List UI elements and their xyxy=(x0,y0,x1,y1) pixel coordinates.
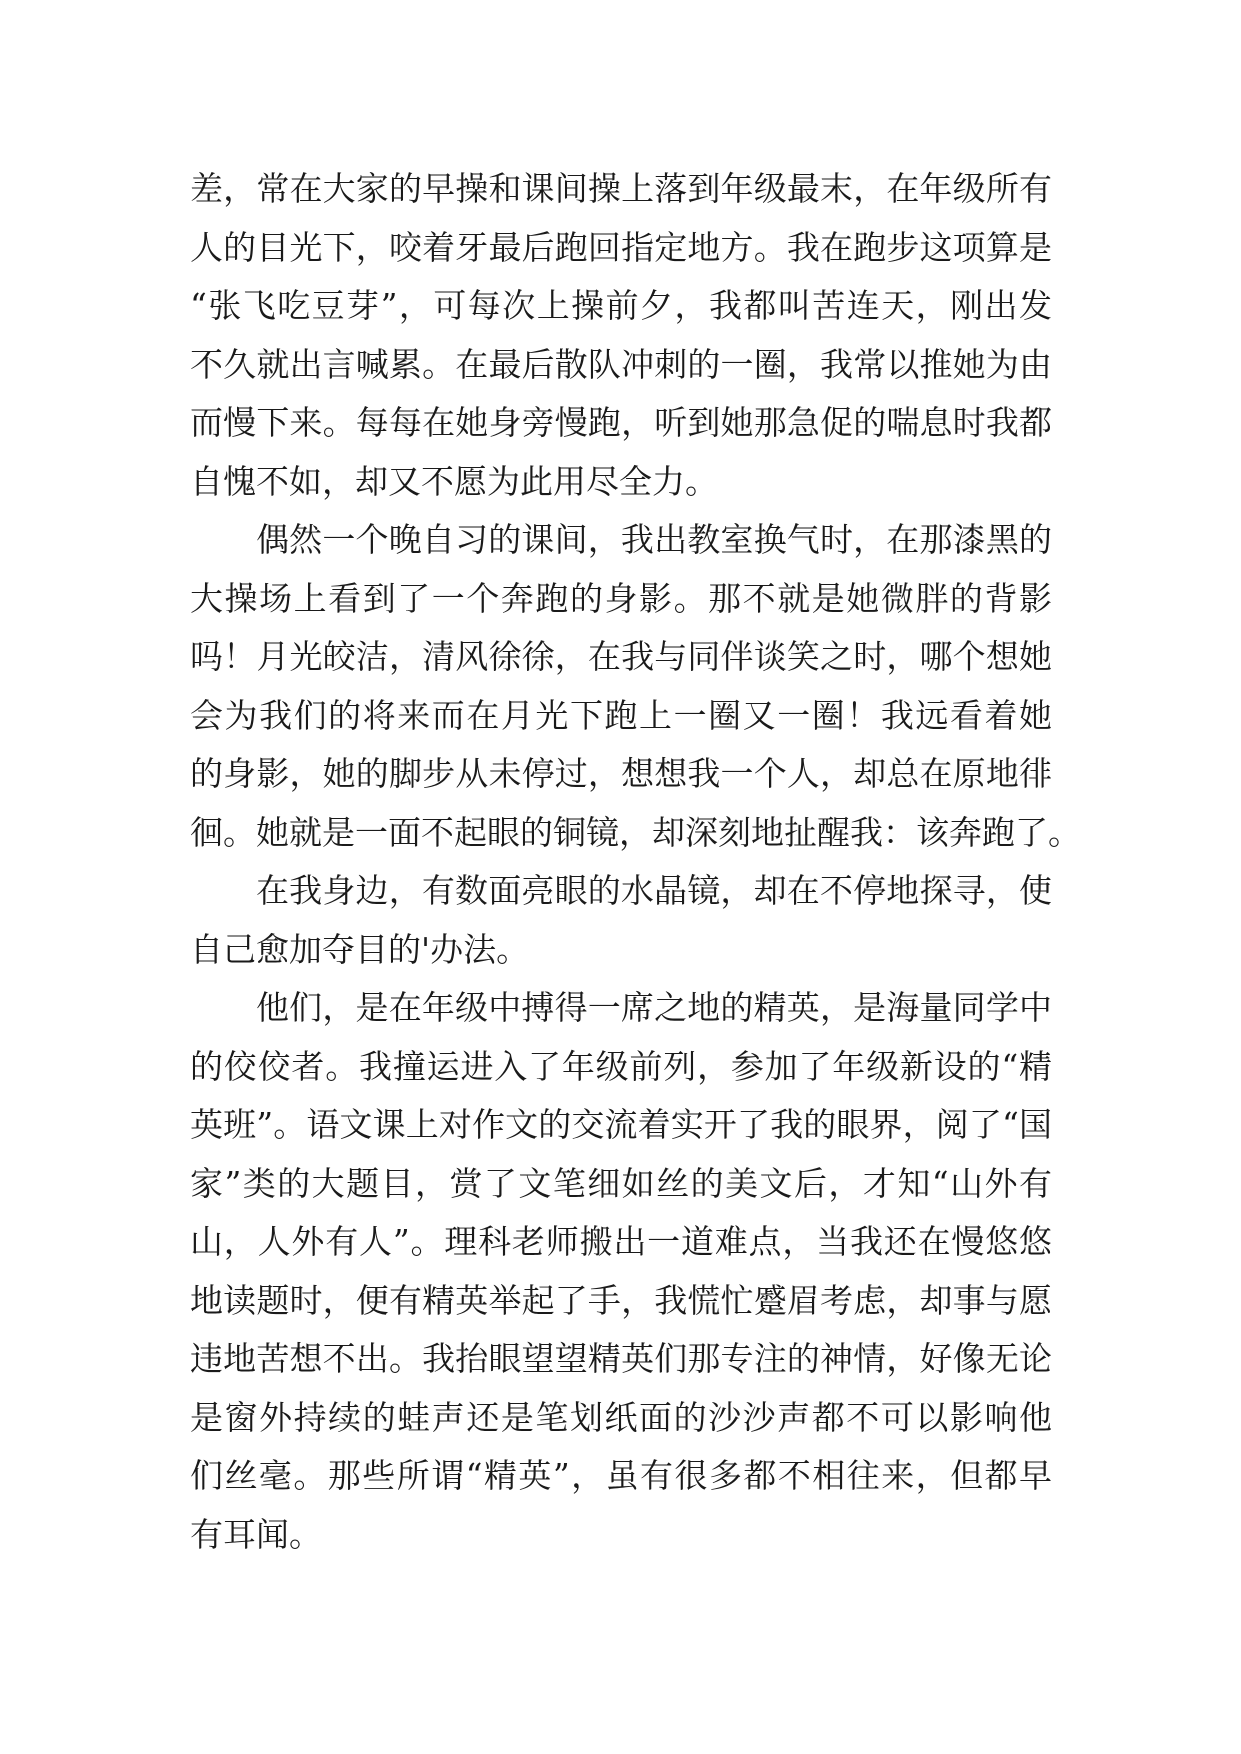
paragraph-4-line-3: 英班”。语文课上对作文的交流着实开了我的眼界，阅了“国 xyxy=(190,1105,1052,1144)
paragraph-2-line-4: 会为我们的将来而在月光下跑上一圈又一圈！我远看着她 xyxy=(190,695,1052,735)
paragraph-1-line-6: 自愧不如，却又不愿为此用尽全力。 xyxy=(190,461,718,501)
paragraph-1-line-2: 人的目光下，咬着牙最后跑回指定地方。我在跑步这项算是 xyxy=(190,227,1052,267)
paragraph-2-line-1: 偶然一个晚自习的课间，我出教室换气时，在那漆黑的 xyxy=(256,520,1052,559)
paragraph-1-line-4: 不久就出言喊累。在最后散队冲刺的一圈，我常以推她为由 xyxy=(190,344,1052,384)
paragraph-2-line-6: 徊。她就是一面不起眼的铜镜，却深刻地扯醒我：该奔跑了。 xyxy=(190,812,1081,852)
paragraph-1-line-1: 差，常在大家的早操和课间操上落到年级最末，在年级所有 xyxy=(190,169,1052,208)
paragraph-4-line-7: 违地苦想不出。我抬眼望望精英们那专注的神情，好像无论 xyxy=(190,1339,1052,1378)
document-body xyxy=(190,160,1081,1564)
paragraph-4-line-10: 有耳闻。 xyxy=(190,1514,322,1554)
paragraph-4-line-4: 家”类的大题目，赏了文笔细如丝的美文后，才知“山外有 xyxy=(190,1163,1052,1203)
paragraph-4-line-6: 地读题时，便有精英举起了手，我慌忙蹙眉考虑，却事与愿 xyxy=(190,1280,1052,1320)
paragraph-1-line-3: “张飞吃豆芽”，可每次上操前夕，我都叫苦连天，刚出发 xyxy=(190,286,1052,325)
paragraph-4-line-8: 是窗外持续的蛙声还是笔划纸面的沙沙声都不可以影响他 xyxy=(190,1397,1052,1437)
paragraph-4-line-2: 的佼佼者。我撞运进入了年级前列，参加了年级新设的“精 xyxy=(190,1046,1052,1086)
paragraph-2-line-5: 的身影，她的脚步从未停过，想想我一个人，却总在原地徘 xyxy=(190,754,1052,793)
paragraph-4-line-9: 们丝毫。那些所谓“精英”，虽有很多都不相往来，但都早 xyxy=(190,1456,1052,1495)
paragraph-3-line-2: 自己愈加夺目的'办法。 xyxy=(190,929,530,969)
paragraph-2-line-2: 大操场上看到了一个奔跑的身影。那不就是她微胖的背影 xyxy=(190,578,1052,618)
paragraph-4-line-1: 他们，是在年级中搏得一席之地的精英，是海量同学中 xyxy=(256,988,1052,1027)
paragraph-2-line-3: 吗！月光皎洁，清风徐徐，在我与同伴谈笑之时，哪个想她 xyxy=(190,637,1052,676)
paragraph-3-line-1: 在我身边，有数面亮眼的水晶镜，却在不停地探寻，使 xyxy=(256,871,1052,910)
paragraph-1-line-5: 而慢下来。每每在她身旁慢跑，听到她那急促的喘息时我都 xyxy=(190,403,1052,442)
paragraph-4-line-5: 山，人外有人”。理科老师搬出一道难点，当我还在慢悠悠 xyxy=(190,1222,1052,1261)
